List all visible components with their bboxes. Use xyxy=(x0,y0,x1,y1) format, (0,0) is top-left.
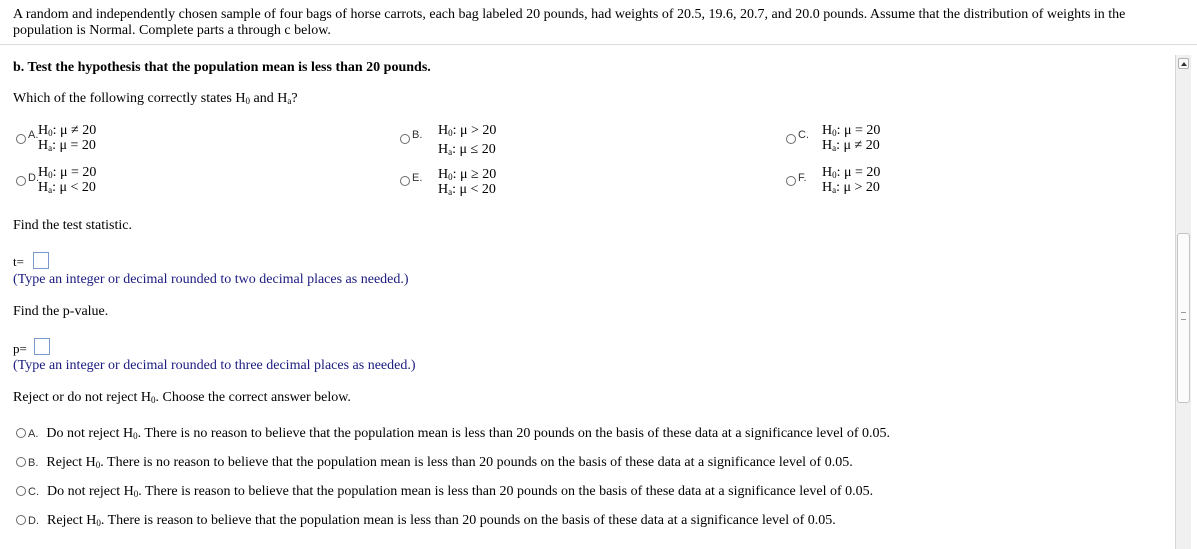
radio-option-f[interactable] xyxy=(786,176,796,186)
radio-option-d[interactable] xyxy=(16,176,26,186)
scroll-up-arrow-icon[interactable] xyxy=(1178,58,1189,69)
alternative-hypothesis: $H_a$: μ > 20 xyxy=(822,180,880,195)
radio-option-c[interactable] xyxy=(786,134,796,144)
decision-prompt: Reject or do not reject $H_0$. Choose the correct answer below. xyxy=(13,390,351,405)
null-hypothesis: $H_0$: μ ≥ 20 xyxy=(438,167,497,182)
radio-decision-b[interactable] xyxy=(16,457,26,467)
t-input[interactable] xyxy=(33,252,49,269)
grip-icon xyxy=(1181,312,1186,320)
vertical-scrollbar[interactable] xyxy=(1175,55,1191,549)
problem-statement: A random and independently chosen sample of four bags of horse carrots, each bag labeled 20 pounds, had weights of 20.5, 19.6, 20.7, and 20.0 pounds. Assume that the distribution of weights in the population is Normal. Complete parts a through c below. xyxy=(13,7,1126,38)
null-hypothesis: $H_0$: μ = 20 xyxy=(822,123,881,138)
scroll-thumb[interactable] xyxy=(1177,233,1190,403)
option-letter: F. xyxy=(798,172,807,184)
radio-decision-c[interactable] xyxy=(16,486,26,496)
p-value-prompt: Find the p-value. xyxy=(13,304,109,319)
null-hypothesis: $H_0$: μ = 20 xyxy=(822,165,881,180)
decision-option-a[interactable]: A. Do not reject $H_0$. There is no reason to believe that the population mean is less than 20 pounds on the basis of these data at a significance level of 0.05. xyxy=(16,426,890,442)
decision-option-d[interactable]: D. Reject $H_0$. There is reason to believe that the population mean is less than 20 pounds on the basis of these data at a significance level of 0.05. xyxy=(16,513,836,529)
decision-option-c[interactable]: C. Do not reject $H_0$. There is reason to believe that the population mean is less than 20 pounds on the basis of these data at a significance level of 0.05. xyxy=(16,484,873,500)
option-letter: A. xyxy=(28,129,39,141)
null-hypothesis: $H_0$: μ = 20 xyxy=(38,165,97,180)
option-letter: B. xyxy=(28,457,39,469)
option-letter: C. xyxy=(798,129,809,141)
option-letter: C. xyxy=(28,486,39,498)
radio-option-e[interactable] xyxy=(400,176,410,186)
t-hint: (Type an integer or decimal rounded to two decimal places as needed.) xyxy=(13,272,409,287)
alternative-hypothesis: $H_a$: μ ≤ 20 xyxy=(438,142,496,157)
option-letter: D. xyxy=(28,172,39,184)
alternative-hypothesis: $H_a$: μ < 20 xyxy=(38,180,96,195)
option-letter: E. xyxy=(412,172,423,184)
alternative-hypothesis: $H_a$: μ = 20 xyxy=(38,138,96,153)
radio-option-b[interactable] xyxy=(400,134,410,144)
radio-decision-d[interactable] xyxy=(16,515,26,525)
radio-decision-a[interactable] xyxy=(16,428,26,438)
option-letter: A. xyxy=(28,428,39,440)
t-label: t= xyxy=(13,254,24,269)
test-statistic-prompt: Find the test statistic. xyxy=(13,218,132,233)
divider xyxy=(0,44,1197,45)
option-letter: B. xyxy=(412,129,423,141)
option-letter: D. xyxy=(28,515,39,527)
decision-option-b[interactable]: B. Reject $H_0$. There is no reason to believe that the population mean is less than 20 pounds on the basis of these data at a significance level of 0.05. xyxy=(16,455,853,471)
p-hint: (Type an integer or decimal rounded to three decimal places as needed.) xyxy=(13,358,416,373)
alternative-hypothesis: $H_a$: μ < 20 xyxy=(438,182,496,197)
null-hypothesis: $H_0$: μ ≠ 20 xyxy=(38,123,97,138)
null-hypothesis: $H_0$: μ > 20 xyxy=(438,123,497,138)
hypothesis-question: Which of the following correctly states $H_0$ and $H_a$? xyxy=(13,91,298,106)
p-label: p= xyxy=(13,341,27,356)
part-title: b. Test the hypothesis that the population mean is less than 20 pounds. xyxy=(13,60,431,75)
alternative-hypothesis: $H_a$: μ ≠ 20 xyxy=(822,138,880,153)
radio-option-a[interactable] xyxy=(16,134,26,144)
p-input[interactable] xyxy=(34,338,50,355)
